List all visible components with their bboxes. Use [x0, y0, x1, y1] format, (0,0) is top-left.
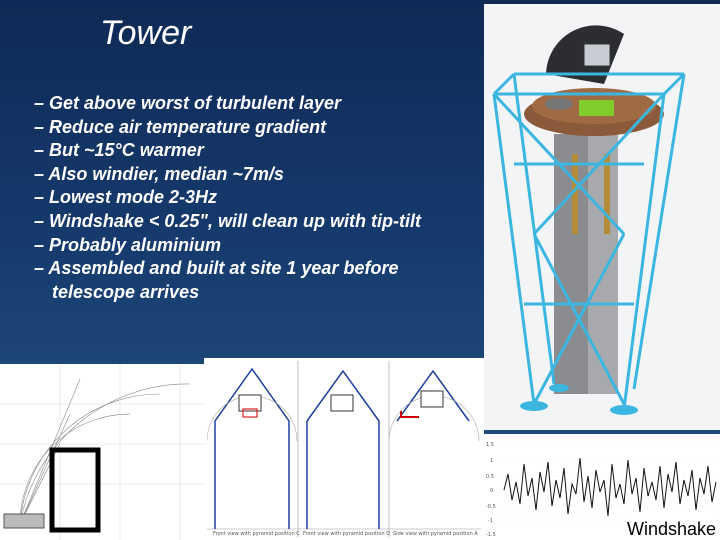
- bullet-list: [34, 92, 484, 304]
- bullet-item: – Reduce air temperature gradient: [34, 116, 327, 137]
- y-tick-label: 1.5: [486, 442, 494, 448]
- slide-title: Tower: [100, 14, 192, 52]
- bullet-item: – Also windier, median ~7m/s: [34, 163, 284, 184]
- svg-text:Front view with pyramid positi: Front view with pyramid position D: [303, 531, 391, 537]
- y-tick-label: -1: [488, 518, 493, 524]
- y-tick-label: 0: [490, 488, 494, 494]
- svg-text:Side view with pyramid positio: Side view with pyramid position A: [393, 531, 478, 537]
- bullet-item: – Probably aluminium: [34, 234, 222, 255]
- windshake-label: Windshake: [626, 519, 716, 539]
- crane-drawing: [0, 364, 204, 540]
- bullet-item: – Get above worst of turbulent layer: [34, 93, 342, 113]
- bullet-item: – Assembled and built at site 1 year before telescope arrives: [34, 258, 399, 302]
- svg-text:Front view with pyramid positi: Front view with pyramid position C: [213, 531, 300, 537]
- y-tick-label: -1.5: [486, 532, 496, 538]
- y-tick-label: 1: [490, 458, 494, 464]
- bullet-item: – Windshake < 0.25", will clean up with tip-tilt: [34, 210, 421, 231]
- dome-views-drawing: [204, 358, 484, 540]
- tower-image: [484, 4, 720, 430]
- y-tick-label: -0.5: [486, 504, 496, 510]
- bullet-item: – But ~15°C warmer: [34, 140, 204, 161]
- y-tick-label: 0.5: [486, 474, 494, 480]
- bullet-item: – Lowest mode 2-3Hz: [34, 187, 218, 208]
- windshake-plot: [484, 434, 720, 540]
